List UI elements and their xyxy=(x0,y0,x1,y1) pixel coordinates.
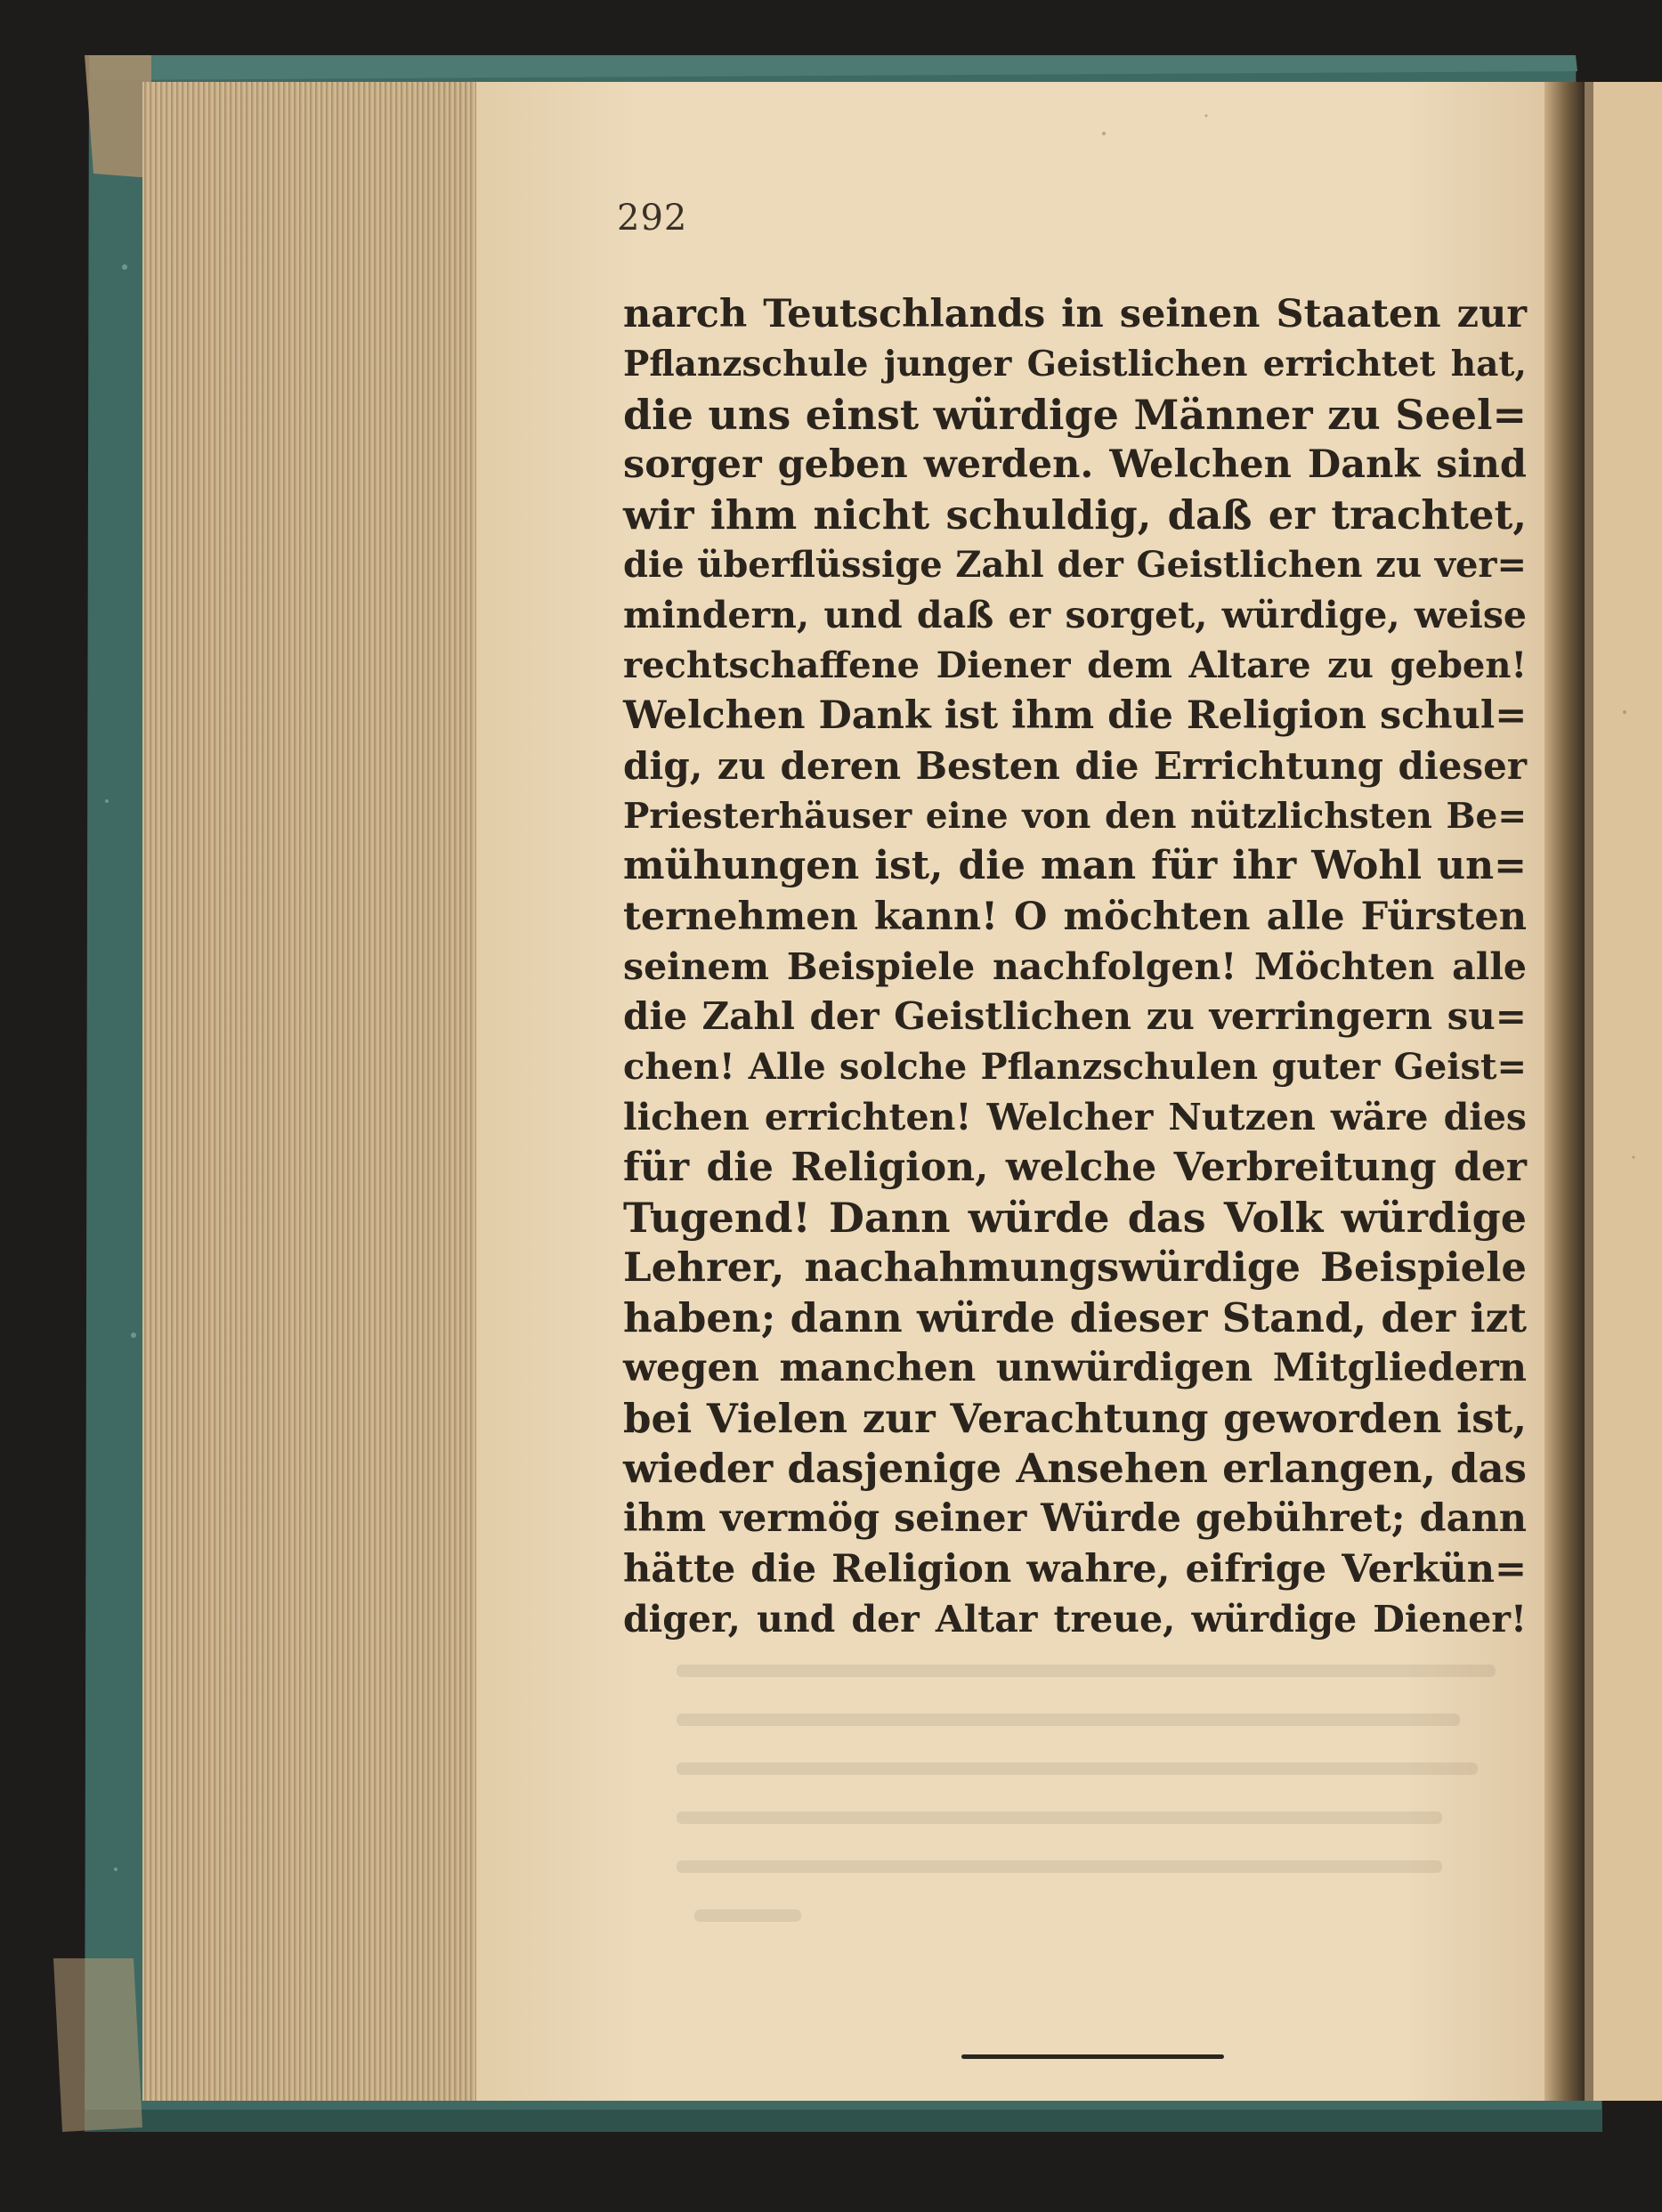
text-line: wegen manchen unwürdigen Mitgliedern xyxy=(623,1346,1527,1391)
text-line: die uns einst würdige Männer zu Seel= xyxy=(623,390,1527,439)
text-line: wir ihm nicht schuldig, daß er trachtet, xyxy=(623,490,1527,539)
text-line: narch Teutschlands in seinen Staaten zur xyxy=(623,292,1527,336)
text-line: Priesterhäuser eine von den nützlichsten Be= xyxy=(623,795,1527,837)
text-line: die überflüssige Zahl der Geistlichen zu ver= xyxy=(623,543,1527,586)
text-line: Lehrer, nachahmungswürdige Beispiele xyxy=(623,1244,1527,1292)
text-line: ternehmen kann! O möchten alle Fürsten xyxy=(623,894,1527,939)
text-line: ihm vermög seiner Würde gebühret; dann xyxy=(623,1496,1527,1542)
text-line: seinem Beispiele nachfolgen! Möchten alle xyxy=(623,945,1527,989)
body-text xyxy=(623,289,1527,1645)
text-line: Pflanzschule junger Geistlichen errichtet hat, xyxy=(623,344,1527,385)
facing-page xyxy=(1585,82,1662,2101)
text-line: hätte die Religion wahre, eifrige Verkün= xyxy=(623,1546,1527,1592)
text-line: rechtschaffene Diener dem Altare zu geben! xyxy=(623,644,1527,686)
text-line: dig, zu deren Besten die Errichtung dieser xyxy=(623,743,1527,788)
gutter xyxy=(1544,82,1585,2101)
ornamental-rule xyxy=(961,2054,1224,2059)
text-line: für die Religion, welche Verbreitung der xyxy=(623,1144,1527,1190)
page-number: 292 xyxy=(617,198,688,239)
text-line: diger, und der Altar treue, würdige Diener! xyxy=(623,1598,1527,1641)
text-line: haben; dann würde dieser Stand, der izt xyxy=(623,1293,1527,1341)
text-line: mühungen ist, die man für ihr Wohl un= xyxy=(623,843,1527,889)
text-line: mindern, und daß er sorget, würdige, weise xyxy=(623,594,1527,637)
text-line: sorger geben werden. Welchen Dank sind xyxy=(623,442,1527,488)
text-line: bei Vielen zur Verachtung geworden ist, xyxy=(623,1394,1527,1442)
text-line: wieder dasjenige Ansehen erlangen, das xyxy=(623,1444,1527,1492)
text-line: die Zahl der Geistlichen zu verringern su= xyxy=(623,994,1527,1039)
text-line: lichen errichten! Welcher Nutzen wäre dies xyxy=(623,1096,1527,1139)
text-line: Tugend! Dann würde das Volk würdige xyxy=(623,1194,1527,1243)
text-line: chen! Alle solche Pflanzschulen guter Geist= xyxy=(623,1045,1527,1088)
corner-patch xyxy=(85,55,151,178)
text-line: Welchen Dank ist ihm die Religion schul= xyxy=(623,693,1528,739)
